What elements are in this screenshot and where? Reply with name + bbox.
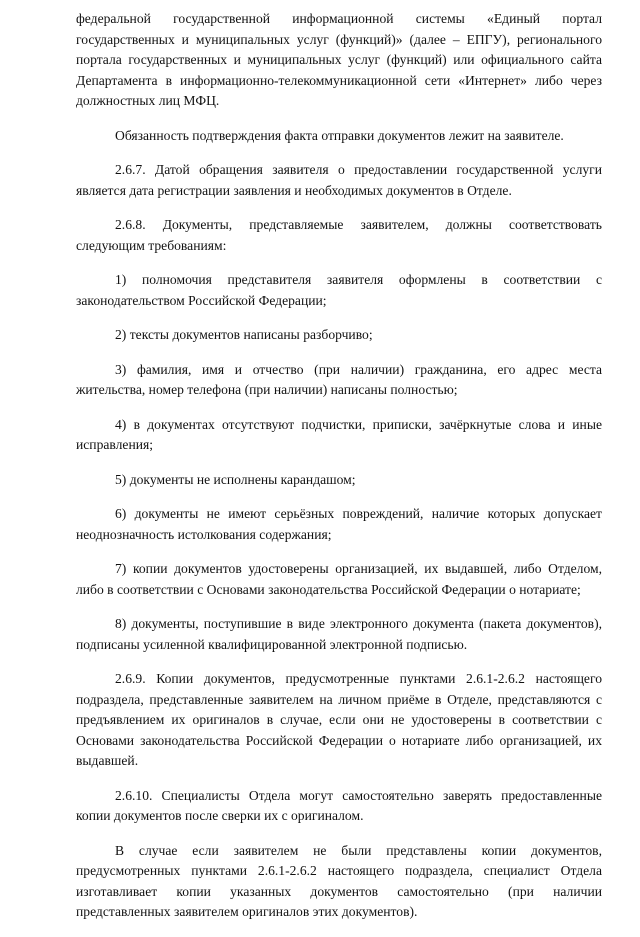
paragraph-sending-confirmation: Обязанность подтверждения факта отправки документов лежит на заявителе. xyxy=(115,127,564,143)
list-item-5: 5) документы не исполнены карандашом; xyxy=(115,471,356,487)
list-item-4: 4) в документах отсутствуют подчистки, приписки, зачёркнутые слова и иные исправления; xyxy=(76,416,602,452)
paragraph-continuation-epgu: федеральной государственной информационной системы «Единый портал государственных и муниципальных услуг (функций)» (далее – ЕПГУ), регионального портала государственных и муниципальных услуг (функций) или официального сайта Департамента в информационно-телекоммуникационной сети «Интернет» либо через должностных лиц МФЦ. xyxy=(76,11,602,108)
list-item-8: 8) документы, поступившие в виде электронного документа (пакета документов), подписаны усиленной квалифицированной электронной подписью. xyxy=(76,616,602,652)
list-item-3: 3) фамилия, имя и отчество (при наличии) гражданина, его адрес места жительства, номер телефона (при наличии) написаны полностью; xyxy=(76,361,602,397)
list-item-1: 1) полномочия представителя заявителя оформлены в соответствии с законодательством Российской Федерации; xyxy=(76,272,602,308)
paragraph-2-6-7: 2.6.7. Датой обращения заявителя о предоставлении государственной услуги является дата регистрации заявления и необходимых документов в Отделе. xyxy=(76,162,602,198)
paragraph-2-6-10: 2.6.10. Специалисты Отдела могут самостоятельно заверять предоставленные копии документов после сверки их с оригиналом. xyxy=(76,787,602,823)
list-item-6: 6) документы не имеют серьёзных повреждений, наличие которых допускает неоднозначность истолкования содержания; xyxy=(76,506,602,542)
paragraph-copies-by-specialist: В случае если заявителем не были представлены копии документов, предусмотренных пунктами 2.6.1-2.6.2 настоящего подраздела, специалист Отдела изготавливает копии указанных документов самостоятельно (при наличии представленных заявителем оригиналов этих документов). xyxy=(76,842,602,919)
document-page xyxy=(76,9,602,937)
list-item-7: 7) копии документов удостоверены организацией, их выдавшей, либо Отделом, либо в соответствии с Основами законодательства Российской Федерации о нотариате; xyxy=(76,561,602,597)
paragraph-2-6-9: 2.6.9. Копии документов, предусмотренные пунктами 2.6.1-2.6.2 настоящего подраздела, представленные заявителем на личном приёме в Отделе, представляются с предъявлением их оригиналов в случае, если они не удостоверены в соответствии с Основами законодательства Российской Федерации о нотариате либо организацией, их выдавшей. xyxy=(76,671,602,768)
paragraph-2-6-8: 2.6.8. Документы, представляемые заявителем, должны соответствовать следующим требованиям: xyxy=(76,217,602,253)
list-item-2: 2) тексты документов написаны разборчиво; xyxy=(115,327,373,342)
